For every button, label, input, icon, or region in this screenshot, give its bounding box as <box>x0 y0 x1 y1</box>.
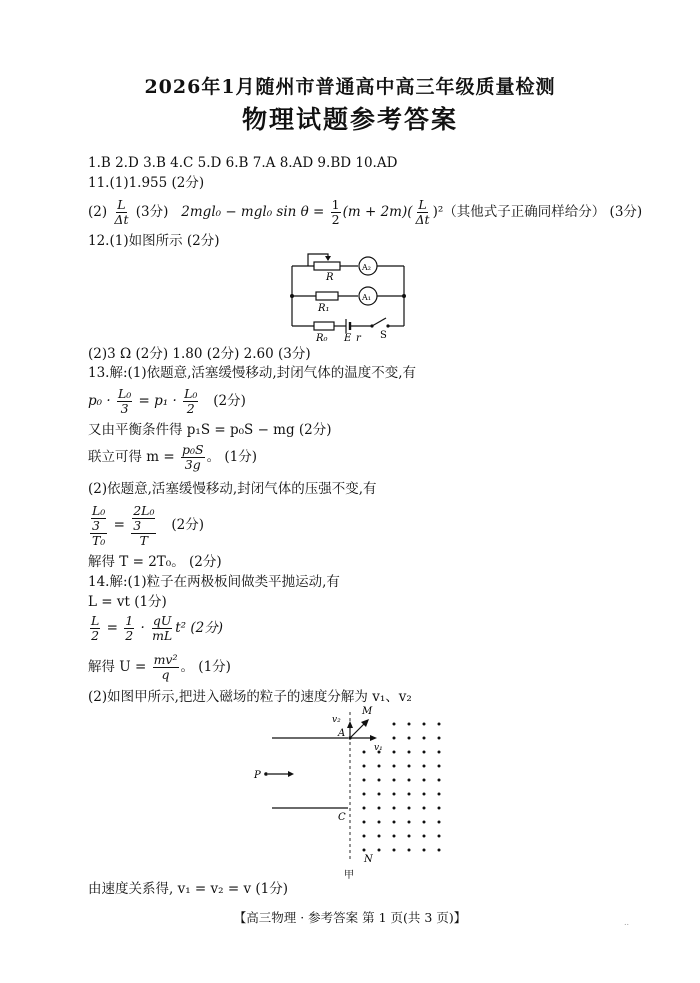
field-dot <box>378 779 381 782</box>
choice-answers: 1.B 2.D 3.B 4.C 5.D 6.B 7.A 8.AD 9.BD 10.AD <box>88 155 398 171</box>
field-dot <box>408 835 411 838</box>
q13-temperature-result: 解得 T = 2T₀。 (2分) <box>88 554 222 570</box>
q12-part1: 12.(1)如图所示 (2分) <box>88 233 220 249</box>
field-dot <box>408 751 411 754</box>
q11-score-1: (3分) <box>135 204 169 220</box>
field-dot <box>423 765 426 768</box>
field-dot <box>408 849 411 852</box>
field-dot <box>393 737 396 740</box>
field-dot <box>423 751 426 754</box>
field-dot <box>408 779 411 782</box>
q11-part2-label: (2) <box>88 204 108 220</box>
field-dot <box>363 835 366 838</box>
q12-part2: (2)3 Ω (2分) 1.80 (2分) 2.60 (3分) <box>88 346 311 362</box>
field-dot <box>378 765 381 768</box>
field-dot <box>378 835 381 838</box>
field-dot <box>438 723 441 726</box>
field-dot <box>378 849 381 852</box>
q11-mass-expr: (m + 2m)( <box>342 204 413 220</box>
q11-expr-tail: )²（其他式子正确同样给分） (3分) <box>432 204 643 220</box>
q14-part1-intro: 14.解:(1)粒子在两极板间做类平抛运动,有 <box>88 574 340 590</box>
fig-label-n: N <box>364 854 373 865</box>
field-dot <box>393 793 396 796</box>
exam-title: 2026年1月随州市普通高中高三年级质量检测 <box>144 76 556 98</box>
field-dot <box>408 765 411 768</box>
q13-part2-intro: (2)依题意,活塞缓慢移动,封闭气体的压强不变,有 <box>88 481 377 497</box>
circuit-label-a2: A₂ <box>362 263 371 272</box>
field-dot <box>393 723 396 726</box>
q11-energy-expr: 2mgl₀ − mgl₀ sin θ = <box>181 204 325 220</box>
magnetic-field-dots <box>363 723 441 852</box>
q11-fraction-speed-2: $\frac{L}{\Delta t}$ <box>415 197 430 227</box>
fig-label-c: C <box>338 812 346 823</box>
circuit-label-s: S <box>380 330 387 341</box>
field-dot <box>378 821 381 824</box>
field-dot <box>363 821 366 824</box>
field-dot <box>393 821 396 824</box>
field-dot <box>393 751 396 754</box>
field-dot <box>393 807 396 810</box>
fig-label-v2: v₂ <box>332 715 341 725</box>
q11-fraction-speed: $\frac{L}{\Delta t}$ <box>114 197 129 227</box>
q14-voltage-result: 解得 U = $\frac{\text{mv²}}{q}$ 。 (1分) <box>88 652 231 682</box>
field-dot <box>378 807 381 810</box>
corner-mark: .. <box>624 918 630 927</box>
page-footer: 【高三物理 · 参考答案 第 1 页(共 3 页)】 <box>233 910 467 925</box>
q14-part2-intro: (2)如图甲所示,把进入磁场的粒子的速度分解为 v₁、v₂ <box>88 689 412 705</box>
field-dot <box>363 779 366 782</box>
field-dot <box>438 765 441 768</box>
q13-part1-intro: 13.解:(1)依题意,活塞缓慢移动,封闭气体的温度不变,有 <box>88 365 417 381</box>
field-dot <box>363 765 366 768</box>
q14-figure-jia <box>248 700 458 882</box>
field-dot <box>423 821 426 824</box>
field-dot <box>408 821 411 824</box>
field-dot <box>408 737 411 740</box>
circuit-label-r-internal: r <box>356 333 361 342</box>
field-dot <box>438 751 441 754</box>
field-dot <box>363 751 366 754</box>
fig-caption: 甲 <box>344 870 354 881</box>
field-dot <box>423 807 426 810</box>
q13-mass-result: 联立可得 m = $\frac{\text{p₀S}}{3g}$ 。 (1分) <box>88 442 257 472</box>
field-dot <box>363 849 366 852</box>
field-dot <box>423 835 426 838</box>
q13-isobaric-eq: $\frac{\frac{\text{L₀}}{3}}{\text{T₀}}$ = $\frac{\frac{\text{2L₀}}{3}}{T}$ (2分) <box>91 502 204 548</box>
fig-label-m: M <box>362 706 373 717</box>
field-dot <box>408 723 411 726</box>
circuit-label-r1: R₁ <box>318 303 330 314</box>
field-dot <box>363 793 366 796</box>
q12-circuit-diagram <box>286 250 416 342</box>
field-dot <box>423 849 426 852</box>
fig-label-v1: v₁ <box>374 743 383 753</box>
field-dot <box>393 835 396 838</box>
q11-part2 <box>88 198 642 227</box>
field-dot <box>363 807 366 810</box>
circuit-label-r0: R₀ <box>316 333 328 342</box>
answer-key-title: 物理试题参考答案 <box>241 105 458 134</box>
q14-length-eq: L = vt (1分) <box>88 594 167 610</box>
field-dot <box>438 849 441 852</box>
q13-isothermal-eq: p₀ · $\frac{\text{L₀}}{3}$ = p₁ · $\frac{\text{L₀}}{2}$ (2分) <box>88 386 246 416</box>
field-dot <box>438 737 441 740</box>
q13-balance-eq: 又由平衡条件得 p₁S = p₀S − mg (2分) <box>88 422 332 438</box>
field-dot <box>423 779 426 782</box>
circuit-label-e: E <box>344 333 352 342</box>
field-dot <box>378 793 381 796</box>
field-dot <box>393 849 396 852</box>
field-dot <box>438 793 441 796</box>
field-dot <box>438 807 441 810</box>
q14-displacement-eq: $\frac{L}{2}$ = $\frac{1}{2}$ · $\frac{qU}{mL}$ t² (2分) <box>91 613 223 643</box>
circuit-label-a1: A₁ <box>362 293 371 302</box>
field-dot <box>423 793 426 796</box>
field-dot <box>438 835 441 838</box>
field-dot <box>393 779 396 782</box>
fig-label-a: A <box>338 728 346 739</box>
q14-velocity-relation: 由速度关系得, v₁ = v₂ = v (1分) <box>88 881 288 897</box>
fig-label-p: P <box>254 770 261 781</box>
field-dot <box>438 821 441 824</box>
field-dot <box>423 723 426 726</box>
field-dot <box>393 765 396 768</box>
q11-fraction-half: $\frac{1}{2}$ <box>331 197 340 227</box>
field-dot <box>423 737 426 740</box>
field-dot <box>408 807 411 810</box>
field-dot <box>408 793 411 796</box>
field-dot <box>438 779 441 782</box>
circuit-label-r: R <box>326 272 334 283</box>
q11-part1: 11.(1)1.955 (2分) <box>88 175 205 191</box>
